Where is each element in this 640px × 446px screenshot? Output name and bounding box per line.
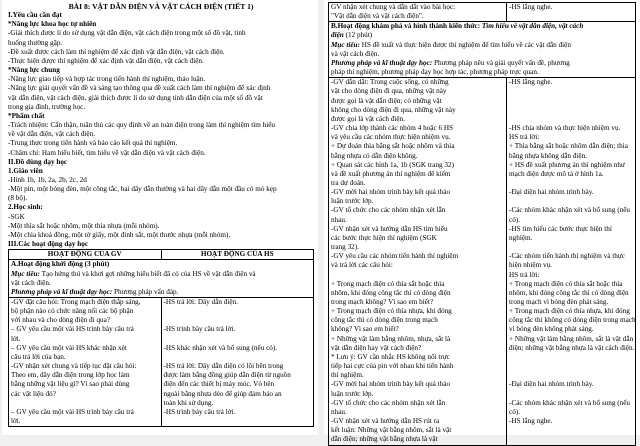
header-student: HOẠT ĐỘNG CỦA HS — [161, 250, 314, 260]
text-line: -HS trình bày câu trả lời. — [163, 325, 236, 334]
text-line: -GV chia lớp thành các nhóm 4 hoặc 6 HS — [331, 124, 454, 133]
text-line: + HS đề xuất phương án thí nghiệm như — [509, 160, 625, 169]
text-line: -Giải thích được lí do sử dụng vật dẫn điện, vật cách điện trong một số đồ vật, tình — [8, 29, 246, 38]
text-line: trong mạch vì bóng đèn phát sáng. — [509, 298, 609, 306]
text-line: nhau. — [331, 215, 347, 224]
text-line: + Trong mạch điện có thìa sắt hoặc thìa — [509, 279, 623, 288]
text-line: với nhau và cho dòng điện đi qua? — [11, 316, 111, 325]
text-line: điện đến các thiết bị máy móc. Vỏ bên — [163, 380, 275, 389]
text-line: -Năng lực giải quyết vấn đề và sáng tạo thông qua đề xuất cách làm thí nghiệm để xác định — [8, 84, 271, 93]
text-line: luận trước lớp. — [331, 197, 374, 206]
table-row — [9, 298, 314, 427]
text-line: kết luận: Những vật bằng nhôm, sắt là vật — [331, 426, 452, 435]
text-line: bộ phận nào có chức năng nối các bộ phận — [11, 307, 134, 316]
text-line — [509, 243, 633, 252]
text-line: -Các nhóm khác nhận xét và bổ sung (nếu — [509, 398, 631, 407]
text-line: – GV yêu cầu một vài HS khác nhận xét — [11, 343, 127, 352]
text-line: -GV tổ chức cho các nhóm nhận xét lẫn — [331, 206, 446, 215]
activity-table-left — [8, 249, 314, 427]
text-line: nghiệm. — [509, 233, 533, 242]
text-line: không? Vì sao em biết? — [331, 325, 399, 334]
text-line: bằng nhựa có dẫn điện không. — [331, 151, 418, 160]
text-line: -Hình 1b, 1b, 2a, 2b, 2c, 2d — [8, 175, 87, 184]
text-line: 2.Học sinh: — [8, 203, 43, 212]
text-line: + Trong mạch điện có thìa nhựa, khi đóng — [331, 307, 452, 316]
text-line: được gọi là vật cách điện. — [331, 114, 405, 123]
text-line: -HS tìm hiểu các bước thực hiện thí — [509, 224, 612, 233]
text-line: II.Đồ dùng dạy học — [8, 157, 68, 166]
text-line: -Năng lực giao tiếp và hợp tác trong tiến hành thí nghiệm, thảo luận. — [8, 75, 206, 84]
text-line: luận trước lớp. — [331, 389, 374, 398]
text-line: Phương pháp và kĩ thuật dạy học: Phương pháp vấn đáp. — [11, 287, 179, 296]
text-line: và trả lời các câu hỏi: — [331, 261, 393, 270]
text-line: -Đại diện hai nhóm trình bày. — [509, 380, 594, 389]
text-line — [509, 390, 633, 399]
text-line — [509, 12, 633, 21]
text-line: + Những vật làm bằng nhôm, nhựa, sắt là — [331, 334, 451, 343]
text-line: A.Hoạt động khởi động (3 phút) — [11, 260, 110, 269]
text-line — [331, 271, 504, 280]
text-line: -GV nhận xét chung và tiếp tục đặt câu hỏi: — [11, 362, 137, 371]
text-line: -GV mời hai nhóm trình bày kết quả thảo — [331, 380, 451, 389]
text-line: trang 32). — [331, 243, 359, 252]
table-row — [329, 3, 636, 22]
text-line — [509, 115, 633, 124]
text-line: được làm bằng đồng giúp dẫn điện từ nguồn — [163, 371, 291, 380]
text-line: -HS trả lời: Dây dẫn điện. — [163, 298, 238, 306]
text-line: -Chăm chỉ: Ham hiểu biết, tìm hiểu về vật dẫn điện và vật cách điện. — [8, 148, 206, 157]
text-line: ngoài bằng nhựa dẻo để giúp đảm bảo an — [163, 389, 282, 398]
text-line: GV nhận xét chung và dẫn dắt vào bài học: — [331, 3, 456, 11]
text-line: nhau. — [331, 407, 347, 416]
student-activity-cell — [507, 78, 636, 445]
text-line: 1.Giáo viên — [8, 166, 43, 175]
text-line: Mục tiêu: HS đề xuất và thực hiện được thí nghiệm để tìm hiểu về các vật dẫn điện — [331, 40, 571, 49]
text-line: -HS khác nhận xét và bổ sung (nếu có). — [163, 343, 278, 352]
text-line: + Trong mạch điện có thìa sắt hoặc thìa — [331, 279, 445, 288]
text-line: B.Hoạt động khám phá và hình thành kiến thức: Tìm hiểu về vật dẫn điện, vật cách — [331, 22, 584, 31]
text-line: HS trả lời: — [509, 133, 540, 142]
text-line: vật dẫn điện, vật cách điện, giải thích được lí do sử dụng tính dẫn điện của một số đồ vật — [8, 93, 263, 102]
text-line: tiếp hai cực của pin với nhau khi tiến hành — [331, 362, 454, 371]
text-line: điện (12 phút) — [331, 31, 373, 40]
text-line: -HS trình bày câu trả lời. — [163, 407, 236, 416]
text-line: -HS trả lời: Dây dẫn điện có lõi bên trong — [163, 362, 284, 371]
activity-table-right — [328, 2, 636, 446]
text-line: + Dự đoán thìa bằng sắt hoặc nhôm và thìa — [331, 142, 455, 151]
text-line: -GV yêu cầu các nhóm tiến hành thí nghiệm — [331, 252, 459, 261]
table-header-row — [9, 250, 314, 260]
text-line: + Thìa bằng sắt hoặc nhôm dẫn điện; thìa — [509, 142, 628, 151]
section-row — [329, 22, 636, 78]
text-line: được gọi là vật dẫn điện; có những vật — [331, 96, 442, 105]
text-line: Phương pháp và kĩ thuật dạy học: Phương pháp nêu và giải quyết vấn đề, phương — [331, 58, 570, 67]
text-line — [164, 335, 312, 344]
text-line: Theo em, dây dẫn điện trong lớp học làm — [11, 371, 130, 380]
text-line: -GV tổ chức cho các nhóm nhận xét lẫn — [331, 398, 446, 407]
text-line — [509, 97, 633, 106]
text-line: -GV nhận xét và hướng dẫn HS tìm hiểu — [331, 224, 448, 233]
discovery-activity — [329, 22, 636, 78]
text-line: -HS lắng nghe. — [509, 78, 553, 87]
text-line — [509, 426, 633, 435]
text-line: -SGK — [8, 212, 25, 221]
text-line: Mục tiêu: Tạo hứng thú và khơi gợi những hiểu biết đã có của HS về vật dẫn điện và — [11, 269, 256, 278]
text-line: -HS chia nhóm và thực hiện nhiệm vụ. — [509, 124, 621, 133]
text-line — [164, 316, 312, 325]
text-line: dẫn điện; những vật bằng nhựa là vật — [331, 435, 438, 444]
text-line: các vật liệu đó? — [11, 389, 56, 398]
student-activity-cell — [161, 298, 314, 427]
text-line: -Đề xuất được cách làm thí nghiệm để xác định vật dẫn điện, vật cách điện. — [8, 47, 225, 56]
text-line: vật cho dòng điện đi qua, những vật này — [331, 87, 447, 96]
text-line: huống thường gặp. — [8, 38, 63, 47]
text-line: *Năng lực khoa học tự nhiên — [8, 20, 97, 29]
text-line: trong gia đình, trường học. — [8, 102, 86, 111]
text-line: và vật cách điện. — [331, 49, 380, 58]
text-line: pháp thí nghiệm, phương pháp dạy học hợp tác, phương pháp trực quan. — [331, 68, 539, 77]
text-line: -Trung thực trong tiến hành và báo cáo kết quả thí nghiệm. — [8, 139, 178, 148]
lesson-objectives — [8, 11, 314, 249]
text-line: -Một chìa khoá đồng, một tờ giấy, một đinh sắt, một thước nhựa (mỗi nhóm). — [8, 230, 231, 239]
text-line: câu trả lời của bạn. — [11, 352, 66, 361]
text-line: + Trong mạch điện có thìa nhựa, khi đóng — [509, 307, 630, 316]
text-line: – GV yêu cầu một vài HS trình bày câu trả — [11, 325, 134, 334]
text-line — [509, 353, 633, 362]
text-line: -Các nhóm khác nhận xét và bổ sung (nếu — [509, 206, 631, 215]
text-line: -Trách nhiệm: Cẩn thận, tuân thủ các quy định về an toàn điện trong làm thí nghiệm tìm hiểu — [8, 121, 276, 130]
text-line: về vật dẫn điện, vật cách điện. — [8, 130, 96, 139]
text-line: điện; những vật bằng nhựa là vật cách điện. — [509, 343, 635, 352]
text-line: tra dự đoán. — [331, 178, 366, 187]
text-line: HS trả lời: — [509, 270, 540, 279]
text-line: -GV mời hai nhóm trình bày kết quả thảo — [331, 188, 451, 197]
text-line — [164, 353, 312, 362]
text-line: *Phẩm chất — [8, 111, 45, 120]
text-line — [509, 371, 633, 380]
text-line: và yêu cầu các nhóm thực hiện nhiệm vụ. — [331, 133, 451, 142]
text-line: lời. — [11, 334, 21, 343]
text-line: công tắc thì không có dòng điện trong mạch — [509, 316, 636, 325]
text-line: thí nghiệm. — [331, 371, 364, 380]
text-line: *Năng lực chung — [8, 66, 60, 75]
text-line — [509, 106, 633, 115]
text-line: -Đại diện hai nhóm trình bày. — [509, 188, 594, 197]
text-line: toàn khi sử dụng. — [163, 398, 214, 407]
text-line: "Vật dẫn điện và vật cách điện". — [331, 12, 424, 21]
student-activity-cell — [507, 3, 636, 22]
document-page-left — [2, 0, 318, 435]
text-line: nhôm, khi đóng công tắc thì có dòng điện — [331, 288, 451, 297]
text-line: -Một pin, một bóng đèn, một công tắc, hai dây dẫn thường và hai dây dẫn một đầu có mỏ kẹp — [8, 185, 277, 194]
teacher-activity-cell — [9, 298, 162, 427]
text-line: + Những vật làm bằng nhôm, sắt là vật dẫn — [509, 334, 634, 343]
text-line — [509, 87, 633, 96]
text-line — [509, 362, 633, 371]
text-line: -HS lắng nghe. — [509, 417, 553, 426]
teacher-activity-cell — [329, 3, 507, 22]
teacher-activity-cell — [329, 78, 507, 445]
document-page-right — [324, 0, 640, 444]
text-line: * Lưu ý: GV cần nhắc HS không nối trực — [331, 352, 450, 361]
text-line — [509, 179, 633, 188]
text-line: hiện nhiệm vụ. — [509, 261, 552, 270]
text-line: -GV nhận xét và hướng dẫn HS rút ra — [331, 417, 440, 426]
text-line: + Quan sát các hình 1a, 1b (SGK trang 32) — [331, 160, 455, 169]
text-line: -Các nhóm tiến hành thí nghiệm và thực — [509, 252, 625, 261]
text-line — [164, 417, 312, 426]
table-row — [329, 78, 636, 445]
text-line: mạch điện được mô tả ở hình 1a. — [509, 169, 604, 178]
text-line: bằng những vật liệu gì? Vì sao phải dùng — [11, 380, 130, 389]
header-teacher: HOẠT ĐỘNG CỦA GV — [9, 250, 162, 260]
text-line: trong mạch không? Vì sao em biết? — [331, 298, 434, 306]
lesson-title: BÀI 8: VẬT DẪN ĐIỆN VÀ VẬT CÁCH ĐIỆN (TIẾT 1) — [68, 2, 254, 11]
text-line: vì bóng đèn không phát sáng. — [509, 325, 594, 334]
text-line — [11, 399, 159, 408]
text-line: -Thực hiện được thí nghiệm để xác định vật dẫn điện, vật cách điện. — [8, 56, 204, 65]
text-line: -GV dẫn dắt: Trong cuộc sống, có những — [331, 78, 449, 87]
text-line: bằng nhựa không dẫn điện. — [509, 151, 587, 160]
text-line: I.Yêu cầu cần đạt — [8, 11, 62, 20]
text-line: (8 bộ). — [8, 194, 28, 203]
text-line: III.Các hoạt động dạy học — [8, 240, 89, 249]
text-line: vật dẫn điện hay vật cách điện? — [331, 343, 422, 352]
text-line: công tắc thì có dòng điện trong mạch — [331, 316, 438, 325]
text-line: và đề xuất phương án thí nghiệm để kiểm — [331, 169, 451, 178]
text-line: không cho dòng điện đi qua, những vật này — [331, 105, 456, 114]
text-line — [509, 435, 633, 444]
text-line: nhôm, khi đóng công tắc thì có dòng điện — [509, 288, 629, 297]
warmup-activity — [9, 260, 314, 298]
text-line: các bước thực hiện thí nghiệm (SGK — [331, 233, 437, 242]
text-line: – GV yêu cầu một vài HS trình bày câu trả — [11, 407, 134, 416]
text-line: có). — [509, 407, 521, 416]
intro-row — [9, 260, 314, 298]
text-line: vật cách điện. — [11, 278, 51, 287]
text-line: có). — [509, 215, 521, 224]
text-line — [164, 307, 312, 316]
text-line: -Một thìa sắt hoặc nhôm, một thìa nhựa (mỗi nhóm). — [8, 221, 160, 230]
text-line: lời. — [11, 417, 21, 426]
text-line: -HS lắng nghe. — [509, 3, 553, 11]
text-line: -GV đặt câu hỏi: Trong mạch điện thắp sáng, — [11, 298, 141, 306]
